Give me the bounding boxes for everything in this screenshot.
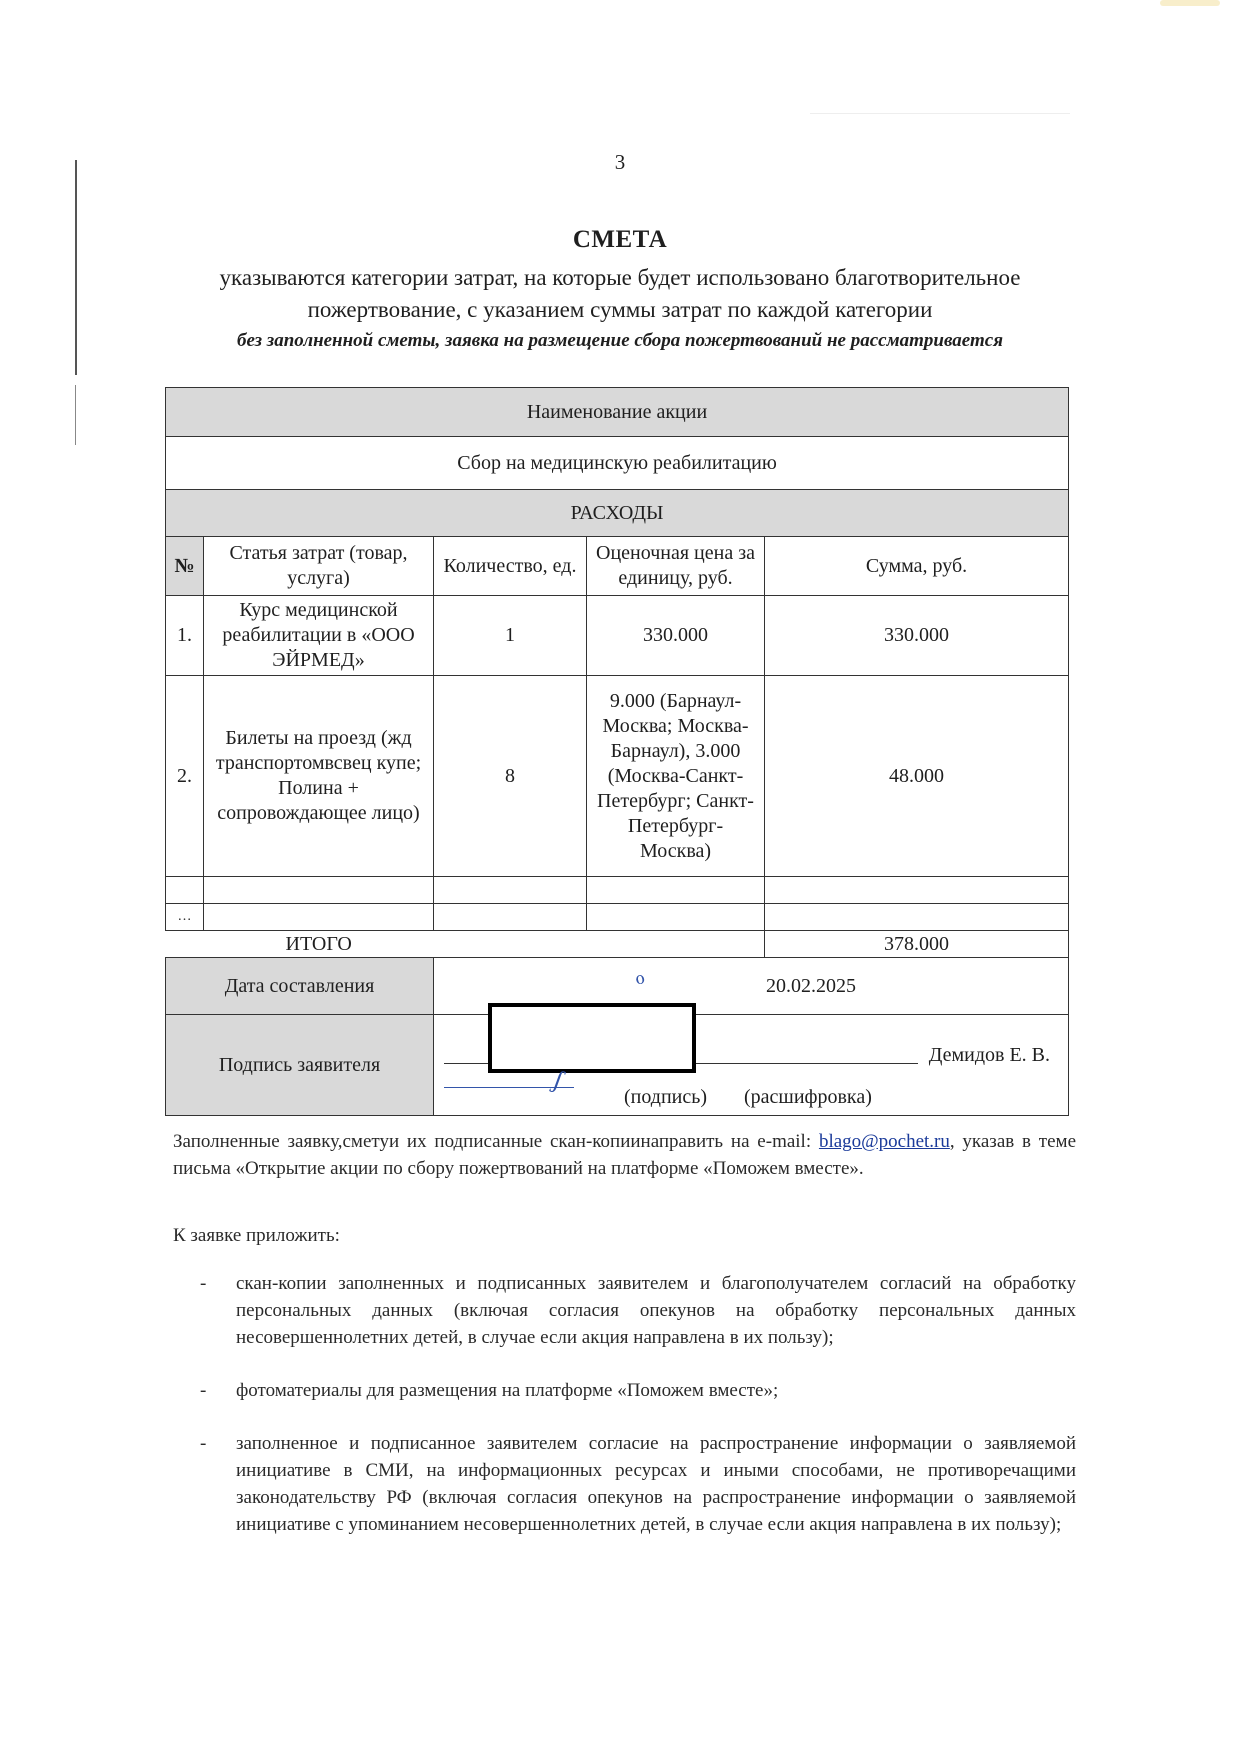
signature-cell [434,1015,1069,1116]
instructions-paragraph [173,1128,1076,1182]
list-item-text: скан-копии заполненных и подписанных заявителем и благополучателем согласий на обработку персональных данных (включая согласия опекунов на обработку персональных данных несовершеннолетних детей, в случае если акция направлена в их пользу); [236,1273,1076,1348]
document-title: СМЕТА [572,226,668,253]
table-header-row [166,537,1069,596]
signature-row [166,1015,1069,1116]
empty-cell [587,904,765,931]
list-item [200,1430,1076,1538]
total-row [166,931,1069,958]
instructions-text: , указав в теме письма «Открытие акции по сбору пожертвований на платформе «Поможем вместе». [173,1131,1076,1179]
row-number: 1. [166,596,204,676]
warning-note: без заполненной сметы, заявка на размещение сбора пожертвований не рассматривается [236,330,1003,351]
empty-cell [204,877,434,904]
unit-price: 330.000 [587,596,765,676]
total-label: ИТОГО [166,931,765,958]
empty-cell [166,877,204,904]
expense-item: Курс медицинской реабилитации в «ООО ЭЙРМЕД» [204,596,434,676]
date-label: Дата составления [166,958,434,1015]
document-subtitle: указываются категории затрат, на которые будет использовано благотворительное пожертвование, с указанием суммы затрат по каждой категории [219,265,1021,322]
margin-rule [75,385,76,445]
signature-scribble: ʃ [549,1064,568,1095]
signature-name: Демидов Е. В. [928,1044,1051,1066]
ellipsis-cell: … [166,904,204,931]
quantity: 1 [434,596,587,676]
column-header: Оценочная цена за единицу, руб. [587,537,765,596]
empty-cell [434,904,587,931]
pen-mark: ℴ [630,963,649,990]
table-row [166,388,1069,437]
expenses-header: РАСХОДЫ [166,490,1069,537]
table-row [166,676,1069,877]
margin-rule [75,160,77,375]
instructions-text: Заполненные заявку,сметуи их подписанные скан-копиинаправить на e-mail: [173,1131,819,1152]
bullet-marker: - [200,1433,207,1454]
signature-hint: (подпись) [624,1086,708,1108]
row-sum: 48.000 [765,676,1069,877]
action-name-value: Сбор на медицинскую реабилитацию [166,437,1069,490]
table-row [166,490,1069,537]
row-number: 2. [166,676,204,877]
scan-artifact-line [810,113,1070,114]
row-sum: 330.000 [765,596,1069,676]
scan-artifact [1160,0,1220,6]
expense-item: Билеты на проезд (жд транспортомвсвец купе; Полина + сопровождающее лицо) [204,676,434,877]
attachments-list [200,1270,1076,1564]
email-link[interactable]: blago@pochet.ru [818,1131,950,1152]
table-row [166,596,1069,676]
list-item-text: заполненное и подписанное заявителем согласие на распространение информации о заявляемой инициативе в СМИ, на информационных ресурсах и иными способами, не противоречащими законодательству РФ (включая согласия опекунов на распространение информации о заявляемой инициативе с упоминанием несовершеннолетних детей, в случае если акция направлена в их пользу); [236,1433,1076,1535]
signature-label: Подпись заявителя [166,1015,434,1116]
table-row-empty [166,877,1069,904]
page-number: 3 [614,150,626,174]
empty-cell [204,904,434,931]
attachments-heading: К заявке приложить: [173,1225,340,1246]
table-row-empty [166,904,1069,931]
column-header: Сумма, руб. [765,537,1069,596]
quantity: 8 [434,676,587,877]
empty-cell [765,904,1069,931]
list-item [200,1270,1076,1351]
bullet-marker: - [200,1380,207,1401]
redaction-box [488,1003,696,1073]
column-header: Статья затрат (товар, услуга) [204,537,434,596]
action-name-header: Наименование акции [166,388,1069,437]
estimate-table [165,387,1069,1116]
bullet-marker: - [200,1273,207,1294]
empty-cell [765,877,1069,904]
total-value: 378.000 [765,931,1069,958]
decode-hint: (расшифровка) [744,1086,872,1108]
list-item-text: фотоматериалы для размещения на платформе «Поможем вместе»; [236,1380,779,1401]
empty-cell [434,877,587,904]
unit-price: 9.000 (Барнаул-Москва; Москва-Барнаул), 3.000 (Москва-Санкт-Петербург; Санкт-Петербург-Москва) [587,676,765,877]
column-header: № [166,537,204,596]
empty-cell [587,877,765,904]
table-row [166,437,1069,490]
list-item [200,1377,1076,1404]
column-header: Количество, ед. [434,537,587,596]
date-value: 20.02.2025 [766,974,857,997]
